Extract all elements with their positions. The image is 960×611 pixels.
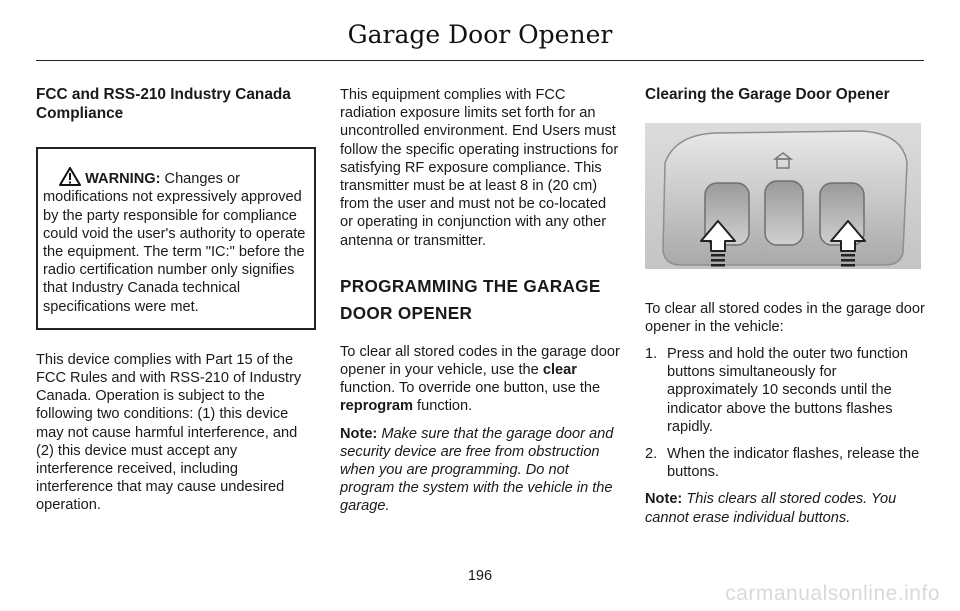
step-text: When the indicator flashes, release the buttons. [667,446,920,481]
note-label: Note: [645,491,683,508]
instr-text-1: To clear all stored codes in the garage door opener in your vehicle, use the [340,343,620,379]
instr-text-2: function. To override one button, use the [340,380,601,397]
warning-label: WARNING: [85,171,161,188]
programming-instructions [340,343,620,416]
warning-icon [59,167,81,186]
clearing-note [645,490,925,526]
garage-opener-illustration [645,123,921,269]
header-divider [36,60,924,61]
step-number: 1. [645,346,658,362]
opener-buttons-image [645,123,921,269]
warning-box [36,147,316,330]
step-text: Press and hold the outer two function buttons simultaneously for approximately 10 seconds until the indicator above the buttons flashes rapidly. [667,346,908,435]
fcc-paragraph: This device complies with Part 15 of the FCC Rules and with RSS-210 of Industry Canada. Operation is subject to the following two conditions: (1) this device may not cause harmful interference, and (2) this device must accept any interference received, including interference that may cause undesired operation. [36,351,302,514]
programming-heading: PROGRAMMING THE GARAGE DOOR OPENER [340,275,601,323]
list-item [645,445,925,481]
clearing-steps [645,345,925,481]
fcc-heading: FCC and RSS-210 Industry Canada Compliance [36,86,291,122]
note-text: Make sure that the garage door and security device are free from obstruction when you are programming. Do not program the system with the vehicle in the garage. [340,425,614,515]
middle-column [340,86,620,516]
clearing-heading: Clearing the Garage Door Opener [645,86,890,103]
note-text: This clears all stored codes. You cannot erase individual buttons. [645,491,897,526]
clearing-intro: To clear all stored codes in the garage door opener in the vehicle: [645,300,925,335]
instr-text-3: function. [413,398,473,415]
page-header [0,0,960,62]
left-column [36,86,316,515]
list-item [645,345,925,436]
warning-text: Changes or modifications not expressively approved by the party responsible for compliance could void the user's authority to operate the equipment. The term "IC:" before the radio certification number only signifies that Industry Canada technical specifications were met. [43,171,306,315]
reprogram-keyword: reprogram [340,398,413,415]
clear-keyword: clear [542,362,577,379]
warning-paragraph [43,167,309,316]
page-title: Garage Door Opener [347,20,613,49]
right-column [645,86,925,527]
page-number: 196 [467,568,493,584]
step-number: 2. [645,446,658,463]
note-label: Note: [340,425,378,442]
programming-note [340,425,620,516]
rf-exposure-paragraph: This equipment complies with FCC radiation exposure limits set forth for an uncontrolled environment. End Users must follow the specific operating instructions for satisfying RF exposure compliance. This transmitter must be at least 8 in (20 cm) from the user and must not be co-located or operating in conjunction with any other antenna or transmitter. [340,87,619,249]
watermark: carmanualsonline.info [725,582,940,605]
